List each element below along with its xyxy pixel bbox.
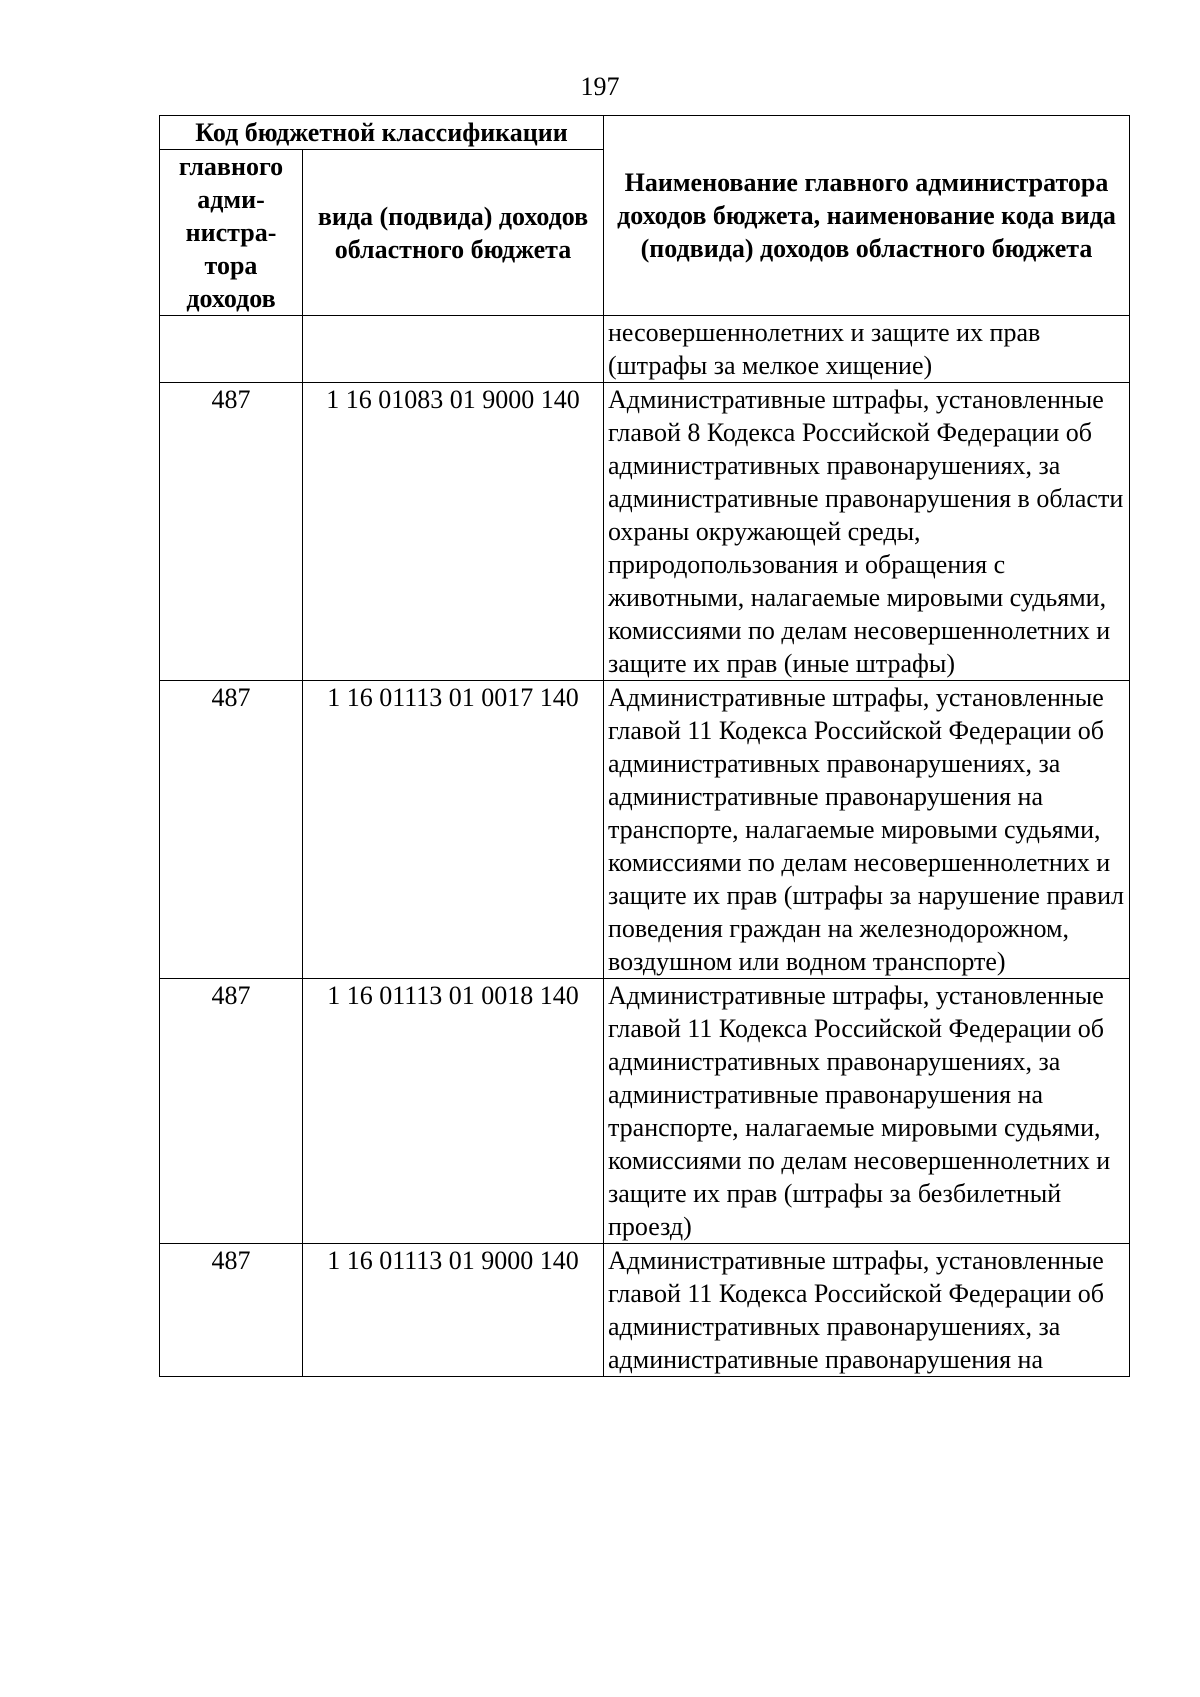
header-name: [604, 116, 1130, 316]
row-income-code: 1 16 01083 01 9000 140: [303, 383, 604, 681]
row-description: Административные штрафы, установленные главой 11 Кодекса Российской Федерации об административных правонарушениях, за административные правонарушения на транспорте, налагаемые мировыми судьями, комиссиями по делам несовершеннолетних и защите их прав (штрафы за безбилетный проезд): [604, 979, 1130, 1244]
row-description: несовершеннолетних и защите их прав (штрафы за мелкое хищение): [604, 316, 1130, 383]
page-number: 197: [580, 72, 620, 101]
table-row: [160, 979, 1130, 1244]
row-description: Административные штрафы, установленные главой 11 Кодекса Российской Федерации об административных правонарушениях, за административные правонарушения на транспорте, налагаемые мировыми судьями, комиссиями по делам несовершеннолетних и защите их прав (штрафы за нарушение правил поведения граждан на железнодорожном, воздушном или водном транспорте): [604, 681, 1130, 979]
row-admin-code: 487: [160, 979, 303, 1244]
budget-classification-table: [159, 115, 1130, 1377]
row-income-code: 1 16 01113 01 0018 140: [303, 979, 604, 1244]
row-admin-code: 487: [160, 383, 303, 681]
table-row: [160, 681, 1130, 979]
header-code-group: Код бюджетной классификации: [160, 116, 604, 150]
row-income-code: 1 16 01113 01 9000 140: [303, 1244, 604, 1377]
table-body: [160, 316, 1130, 1377]
table-row: [160, 1244, 1130, 1377]
header-code-text: вида (подвида) доходов областного бюджета: [317, 201, 589, 264]
table-header: [160, 116, 1130, 316]
row-income-code: 1 16 01113 01 0017 140: [303, 681, 604, 979]
row-income-code: [303, 316, 604, 383]
header-admin-text: главного адми-нистра-тора доходов: [178, 152, 284, 313]
row-admin-code: [160, 316, 303, 383]
table-row: [160, 383, 1130, 681]
header-name-text: Наименование главного администратора доходов бюджета, наименование кода вида (подвида) доходов областного бюджета: [617, 168, 1116, 263]
header-code: [303, 150, 604, 316]
header-admin: [160, 150, 303, 316]
table-row: [160, 316, 1130, 383]
row-description: Административные штрафы, установленные главой 11 Кодекса Российской Федерации об административных правонарушениях, за административные правонарушения на: [604, 1244, 1130, 1377]
row-admin-code: 487: [160, 1244, 303, 1377]
row-description: Административные штрафы, установленные главой 8 Кодекса Российской Федерации об административных правонарушениях, за административные правонарушения в области охраны окружающей среды, природопользования и обращения с животными, налагаемые мировыми судьями, комиссиями по делам несовершеннолетних и защите их прав (иные штрафы): [604, 383, 1130, 681]
row-admin-code: 487: [160, 681, 303, 979]
